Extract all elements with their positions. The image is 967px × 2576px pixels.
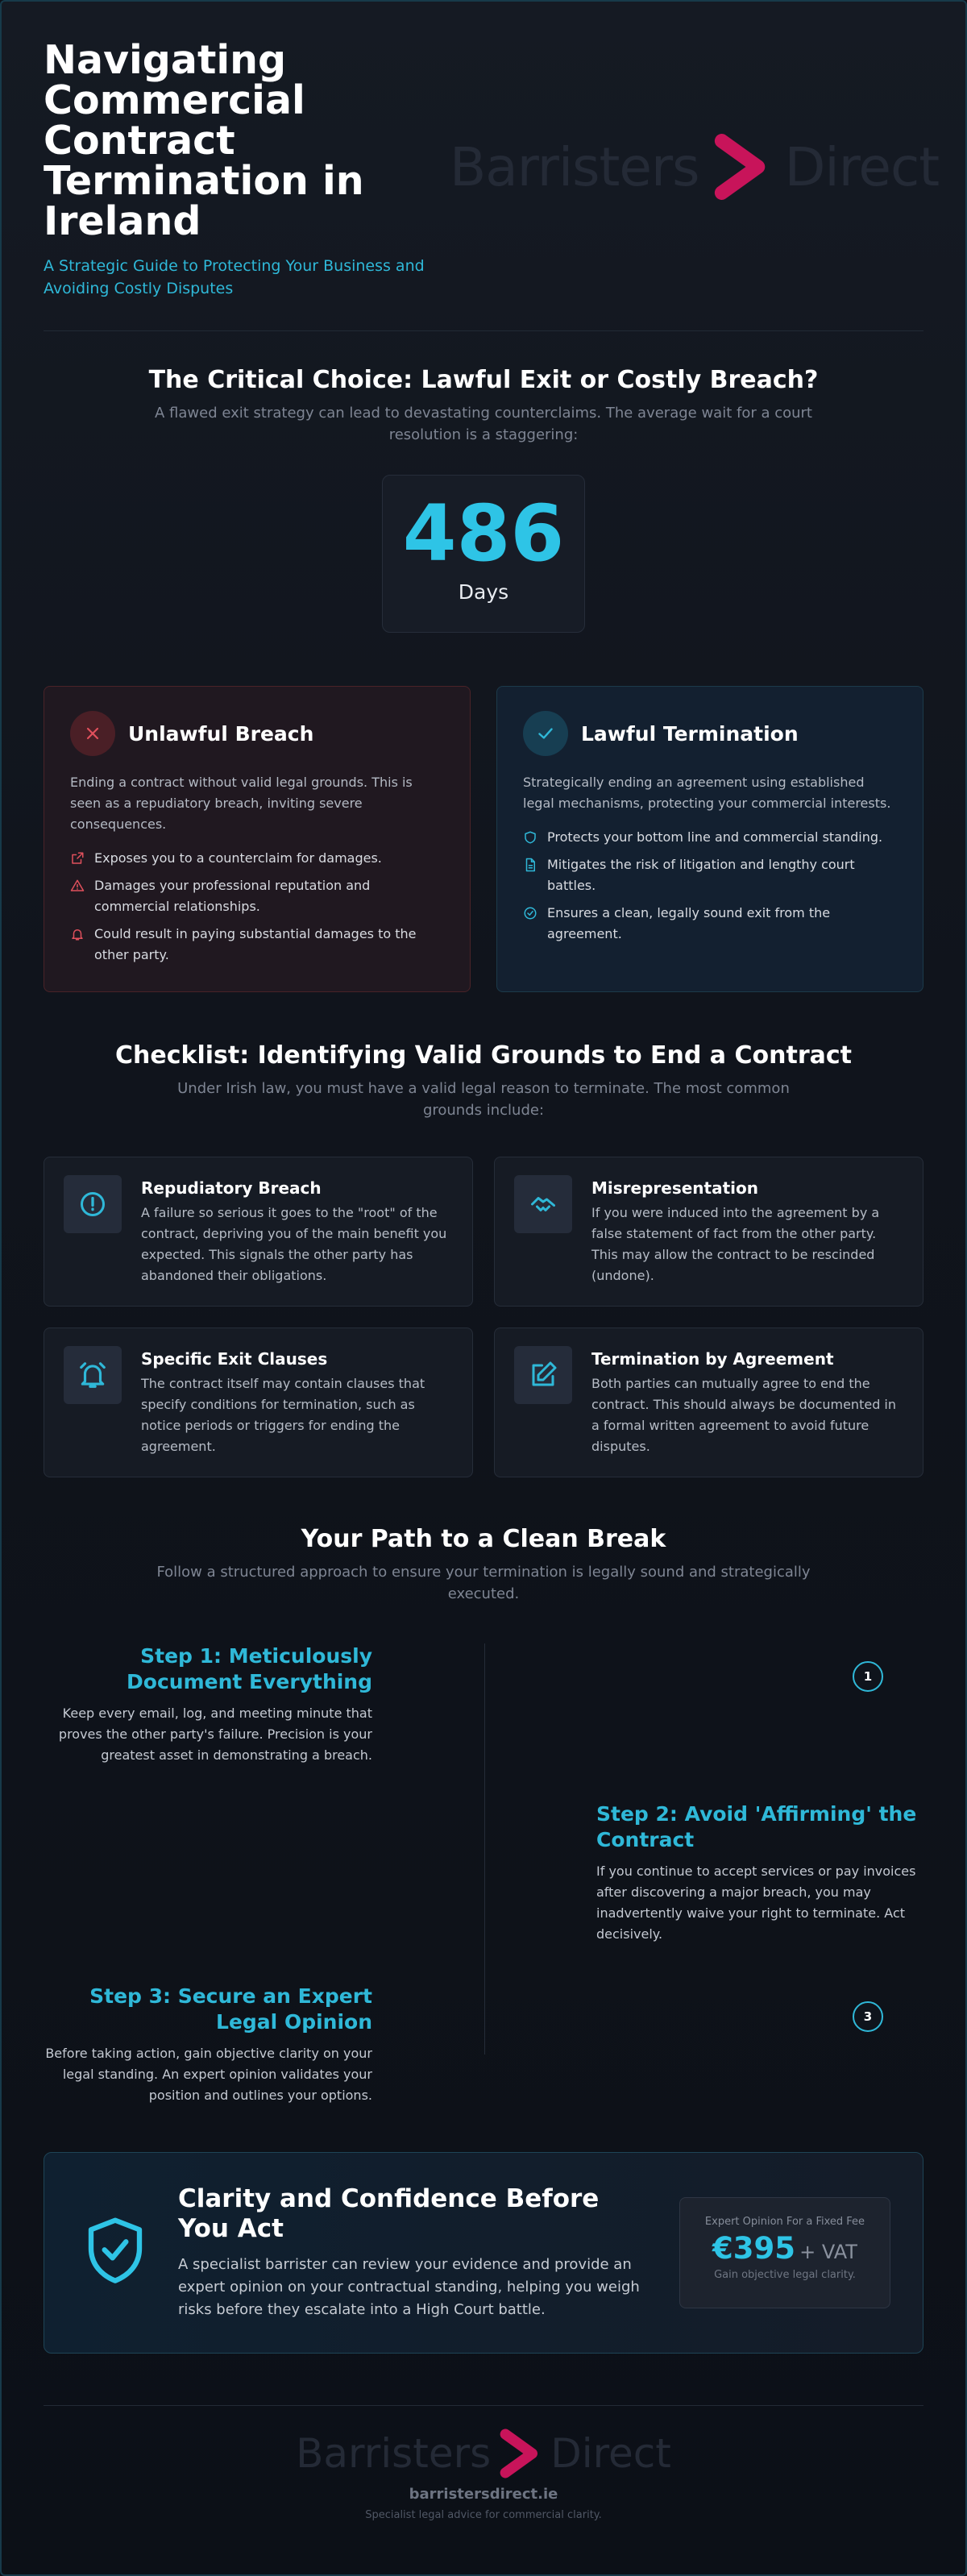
card-text: Ending a contract without valid legal grounds. This is seen as a repudiatory breach, inviting severe consequences. bbox=[70, 775, 413, 832]
cta-title: Clarity and Confidence Before You Act bbox=[178, 2184, 600, 2243]
list-item: Mitigates the risk of litigation and lengthy court battles. bbox=[523, 854, 897, 896]
divider bbox=[44, 2405, 923, 2406]
logo-text-right: Direct bbox=[784, 135, 940, 198]
ground-card-misrepresentation bbox=[494, 1157, 923, 1307]
price-note: Gain objective legal clarity. bbox=[714, 2269, 856, 2281]
logo-text-left: Barristers bbox=[296, 2430, 492, 2477]
ground-title: Specific Exit Clauses bbox=[141, 1349, 328, 1369]
footer bbox=[2, 2428, 965, 2521]
price-value: €395 bbox=[712, 2231, 796, 2266]
comparison-cards bbox=[2, 686, 965, 992]
ground-title: Termination by Agreement bbox=[591, 1349, 834, 1369]
edit-icon bbox=[514, 1346, 572, 1404]
list-item: Exposes you to a counterclaim for damages. bbox=[70, 848, 444, 869]
divider bbox=[44, 330, 923, 331]
section-title: Checklist: Identifying Valid Grounds to End a Contract bbox=[115, 1041, 852, 1070]
steps-timeline bbox=[2, 1643, 965, 2103]
ground-card-repudiatory-breach bbox=[44, 1157, 473, 1307]
days-label: Days bbox=[458, 580, 509, 604]
list-item: Ensures a clean, legally sound exit from the agreement. bbox=[523, 903, 897, 945]
grounds-grid bbox=[2, 1157, 965, 1477]
ground-title: Misrepresentation bbox=[591, 1178, 758, 1198]
ground-card-exit-clauses bbox=[44, 1327, 473, 1477]
price-box bbox=[679, 2197, 890, 2308]
section-subtitle: Under Irish law, you must have a valid legal reason to terminate. The most common grounds include: bbox=[177, 1080, 790, 1119]
footer-tagline: Specialist legal advice for commercial clarity. bbox=[365, 2509, 602, 2521]
shield-check-icon bbox=[83, 2215, 178, 2291]
price-vat: + VAT bbox=[799, 2241, 857, 2263]
card-title: Unlawful Breach bbox=[128, 721, 314, 746]
page-title: Navigating Commercial Contract Termination in Ireland bbox=[44, 37, 364, 244]
days-stat-box bbox=[382, 475, 585, 633]
check-circle-icon bbox=[523, 906, 537, 920]
chevron-logo-icon bbox=[711, 133, 774, 201]
ground-text: The contract itself may contain clauses that specify conditions for termination, such as notice periods or triggers for ending the agreement. bbox=[141, 1376, 425, 1454]
alert-circle-icon bbox=[64, 1175, 122, 1233]
days-value: 486 bbox=[402, 488, 565, 579]
list-item: Could result in paying substantial damages to the other party. bbox=[70, 924, 444, 966]
brand-logo bbox=[450, 131, 939, 203]
price-label: Expert Opinion For a Fixed Fee bbox=[704, 2216, 865, 2228]
external-link-icon bbox=[70, 851, 85, 866]
document-icon bbox=[523, 858, 537, 872]
critical-choice-section bbox=[2, 366, 965, 992]
step-title: Step 2: Avoid 'Affirming' the Contract bbox=[596, 1802, 917, 1851]
section-subtitle: Follow a structured approach to ensure your termination is legally sound and strategically executed. bbox=[156, 1564, 811, 1602]
ground-text: Both parties can mutually agree to end the contract. This should always be documented in a formal written agreement to avoid future disputes. bbox=[591, 1376, 897, 1454]
step-number: 1 bbox=[853, 1661, 883, 1692]
chevron-logo-icon bbox=[497, 2428, 544, 2479]
step-title: Step 3: Secure an Expert Legal Opinion bbox=[89, 1984, 372, 2034]
section-title: The Critical Choice: Lawful Exit or Costly Breach? bbox=[148, 366, 819, 394]
cta-section bbox=[2, 2152, 965, 2354]
ground-text: A failure so serious it goes to the "root" of the contract, depriving you of the main benefit you expected. This signals the other party has abandoned their obligations. bbox=[141, 1205, 447, 1283]
step-text: Keep every email, log, and meeting minute that proves the other party's failure. Precision is your greatest asset in demonstrating a breach. bbox=[58, 1706, 372, 1763]
section-title: Your Path to a Clean Break bbox=[301, 1525, 666, 1553]
warning-triangle-icon bbox=[70, 879, 85, 893]
ground-title: Repudiatory Breach bbox=[141, 1178, 322, 1198]
shield-icon bbox=[523, 830, 537, 845]
handshake-icon bbox=[514, 1175, 572, 1233]
timeline-line bbox=[484, 1643, 485, 2055]
unlawful-breach-card bbox=[44, 686, 471, 992]
lawful-termination-card bbox=[496, 686, 923, 992]
check-icon bbox=[523, 711, 568, 756]
footer-url-link[interactable]: barristersdirect.ie bbox=[409, 2486, 558, 2503]
ground-card-agreement bbox=[494, 1327, 923, 1477]
step-1 bbox=[42, 1643, 372, 1766]
alarm-bell-icon bbox=[64, 1346, 122, 1404]
path-section bbox=[2, 1525, 965, 2103]
cta-text: A specialist barrister can review your evidence and provide an expert opinion on your contractual standing, helping you weigh risks before they escalate into a High Court battle. bbox=[178, 2256, 640, 2318]
step-title: Step 1: Meticulously Document Everything bbox=[127, 1644, 372, 1693]
cta-card bbox=[44, 2152, 923, 2354]
page-subtitle: A Strategic Guide to Protecting Your Business and Avoiding Costly Disputes bbox=[44, 257, 425, 297]
list-item: Damages your professional reputation and commercial relationships. bbox=[70, 875, 444, 917]
ground-text: If you were induced into the agreement by a false statement of fact from the other party. This may allow the contract to be rescinded (undone). bbox=[591, 1205, 880, 1283]
step-number: 3 bbox=[853, 2001, 883, 2032]
section-subtitle: A flawed exit strategy can lead to devastating counterclaims. The average wait for a court resolution is a staggering: bbox=[155, 405, 812, 443]
step-2 bbox=[596, 1801, 927, 1945]
header bbox=[2, 2, 965, 332]
footer-logo bbox=[2, 2428, 965, 2479]
card-text: Strategically ending an agreement using established legal mechanisms, protecting your commercial interests. bbox=[523, 775, 891, 811]
card-title: Lawful Termination bbox=[581, 721, 799, 746]
step-3 bbox=[42, 1984, 372, 2106]
step-text: If you continue to accept services or pay invoices after discovering a major breach, you may inadvertently waive your right to terminate. Act decisively. bbox=[596, 1863, 916, 1942]
step-text: Before taking action, gain objective clarity on your legal standing. An expert opinion validates your position and outlines your options. bbox=[45, 2046, 372, 2103]
bell-icon bbox=[70, 927, 85, 941]
logo-text-right: Direct bbox=[550, 2430, 671, 2477]
list-item: Protects your bottom line and commercial standing. bbox=[523, 827, 897, 848]
checklist-section bbox=[2, 1041, 965, 1477]
logo-text-left: Barristers bbox=[450, 135, 699, 198]
close-icon bbox=[70, 711, 115, 756]
